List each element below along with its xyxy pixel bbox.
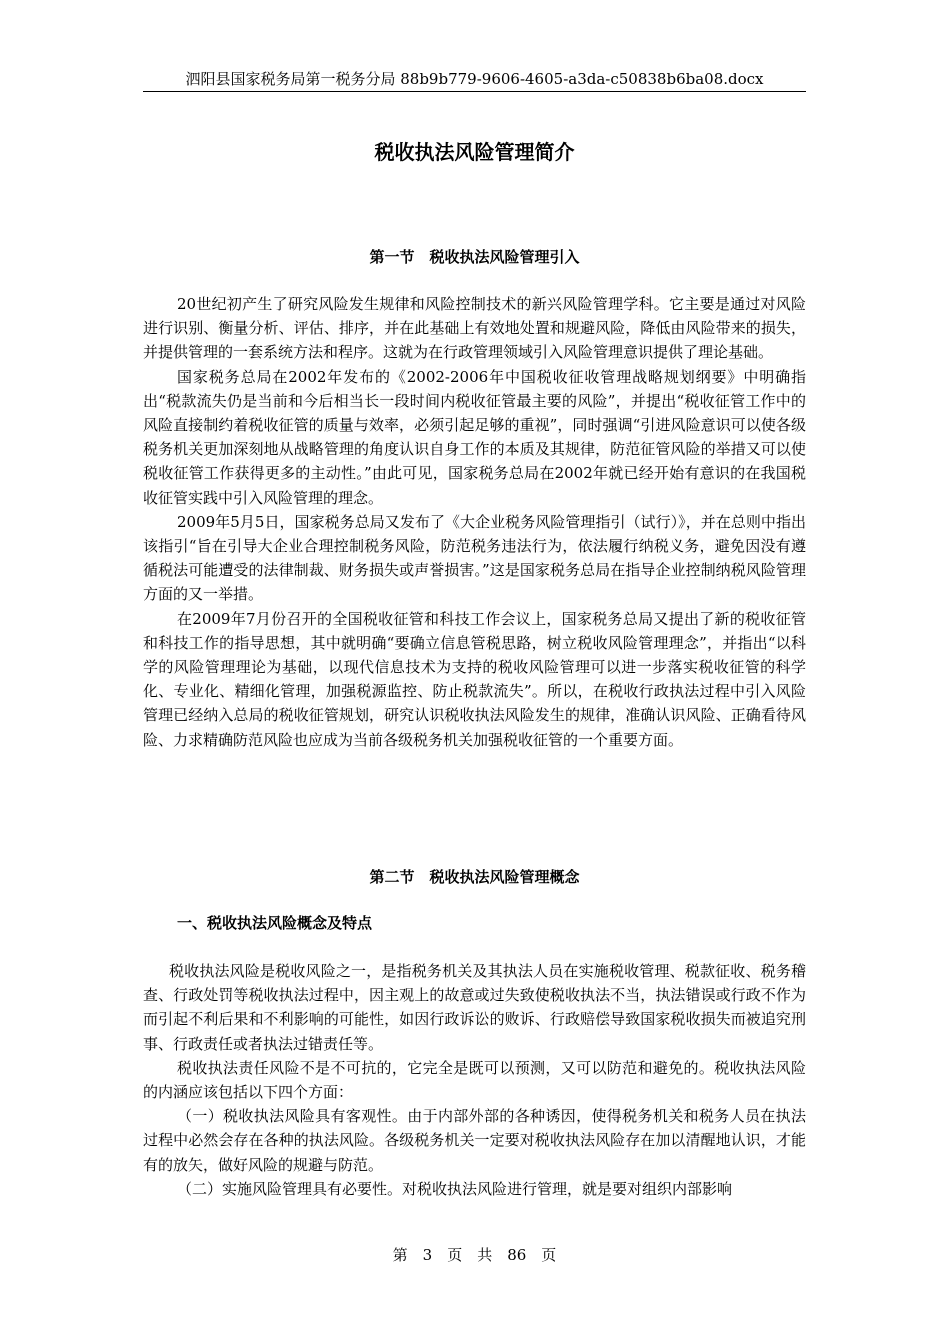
section-1-body	[143, 292, 806, 752]
paragraph: 税收执法责任风险不是不可抗的，它完全是既可以预测，又可以防范和避免的。税收执法风险的内涵应该包括以下四个方面：	[143, 1058, 806, 1102]
page-header: 泗阳县国家税务局第一税务分局 88b9b779-9606-4605-a3da-c50838b6ba08.docx	[185, 70, 764, 88]
paragraph: 在2009年7月份召开的全国税收征管和科技工作会议上，国家税务总局又提出了新的税收征管和科技工作的指导思想，其中就明确“要确立信息管税思路，树立税收风险管理理念”，并指出“以科学的风险管理理论为基础，以现代信息技术为支持的税收风险管理可以进一步落实税收征管的科学化、专业化、精细化管理，加强税源监控、防止税款流失”。所以，在税收行政执法过程中引入风险管理已经纳入总局的税收征管规划，研究认识税收执法风险发生的规律，准确认识风险、正确看待风险、力求精确防范风险也应成为当前各级税务机关加强税收征管的一个重要方面。	[143, 609, 806, 749]
subsection-heading: 一、税收执法风险概念及特点	[177, 914, 373, 932]
paragraph: （一）税收执法风险具有客观性。由于内部外部的各种诱因，使得税务机关和税务人员在执法过程中必然会存在各种的执法风险。各级税务机关一定要对税收执法风险存在加以清醒地认识，才能有的放矢，做好风险的规避与防范。	[143, 1107, 806, 1174]
document-title: 税收执法风险管理简介	[374, 140, 575, 164]
paragraph: （二）实施风险管理具有必要性。对税收执法风险进行管理，就是要对组织内部影响	[177, 1179, 733, 1198]
paragraph: 20世纪初产生了研究风险发生规律和风险控制技术的新兴风险管理学科。它主要是通过对风险进行识别、衡量分析、评估、排序，并在此基础上有效地处置和规避风险，降低由风险带来的损失，并提供管理的一套系统方法和程序。这就为在行政管理领域引入风险管理意识提供了理论基础。	[143, 295, 806, 362]
page-footer: 第 3 页 共 86 页	[392, 1246, 557, 1264]
paragraph: 2009年5月5日，国家税务总局又发布了《大企业税务风险管理指引（试行）》，并在总则中指出该指引“旨在引导大企业合理控制税务风险，防范税务违法行为，依法履行纳税义务，避免因没有遵循税法可能遭受的法律制裁、财务损失或声誉损害。”这是国家税务总局在指导企业控制纳税风险管理方面的又一举措。	[143, 512, 806, 604]
paragraph: 税收执法风险是税收风险之一，是指税务机关及其执法人员在实施税收管理、税款征收、税务稽查、行政处罚等税收执法过程中，因主观上的故意或过失致使税收执法不当，执法错误或行政不作为而引起不利后果和不利影响的可能性，如因行政诉讼的败诉、行政赔偿导致国家税收损失而被追究刑事、行政责任或者执法过错责任等。	[143, 962, 806, 1053]
paragraph: 国家税务总局在2002年发布的《2002-2006年中国税收征收管理战略规划纲要》中明确指出“税款流失仍是当前和今后相当长一段时间内税收征管最主要的风险”，并提出“税收征管工作中的风险直接制约着税收征管的质量与效率，必须引起足够的重视”，同时强调“引进风险意识可以使各级税务机关更加深刻地从战略管理的角度认识自身工作的本质及其规律，防范征管风险的举措又可以使税收征管工作获得更多的主动性。”由此可见，国家税务总局在2002年就已经开始有意识的在我国税收征管实践中引入风险管理的理念。	[143, 367, 806, 507]
section-2-body	[143, 959, 806, 1201]
header-divider	[143, 91, 806, 92]
section-1-heading: 第一节 税收执法风险管理引入	[369, 248, 580, 266]
section-2-heading: 第二节 税收执法风险管理概念	[369, 868, 580, 886]
